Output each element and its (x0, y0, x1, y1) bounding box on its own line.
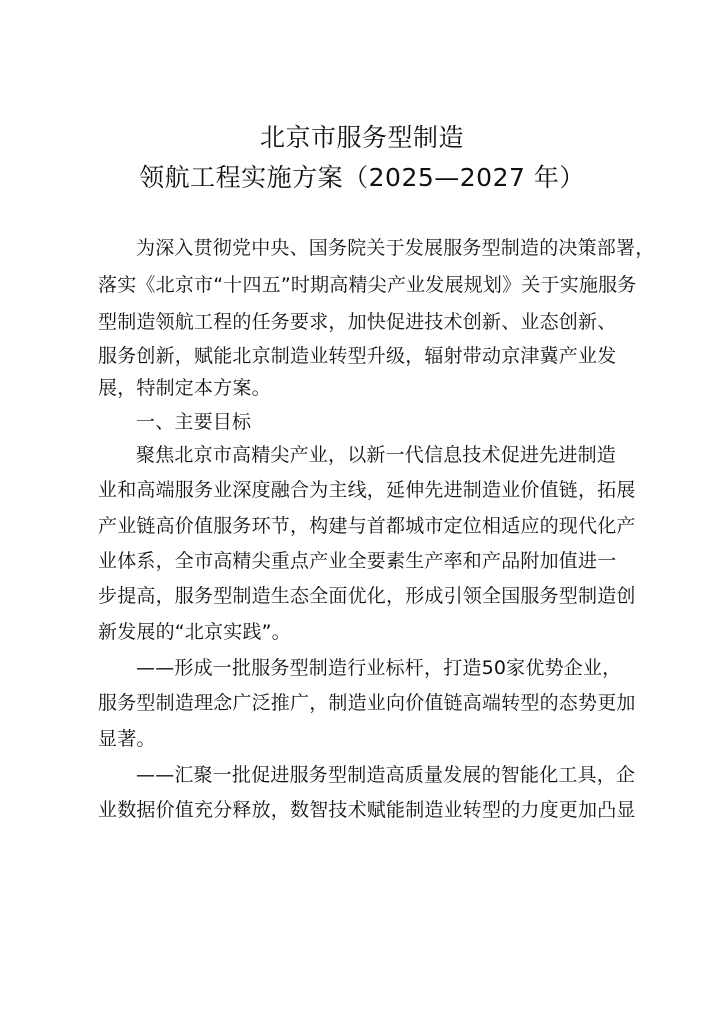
paragraph-line: 服务创新，赋能北京制造业转型升级，辐射带动京津冀产业发 (98, 345, 617, 367)
paragraph-line: 步提高，服务型制造生态全面优化，形成引领全国服务型制造创 (98, 585, 636, 607)
document-title-line-2: 领航工程实施方案（2025—2027 年） (139, 163, 585, 192)
document-title-line-1: 北京市服务型制造 (259, 123, 464, 152)
paragraph-line: 服务型制造理念广泛推广，制造业向价值链高端转型的态势更加 (98, 692, 636, 714)
paragraph-line: 业数据价值充分释放，数智技术赋能制造业转型的力度更加凸显 (98, 799, 636, 821)
paragraph-line: 为深入贯彻党中央、国务院关于发展服务型制造的决策部署， (136, 237, 655, 259)
paragraph-line: 产业链高价值服务环节，构建与首都城市定位相适应的现代化产 (98, 515, 636, 537)
paragraph-line: ——汇聚一批促进服务型制造高质量发展的智能化工具，企 (136, 764, 636, 786)
paragraph-line: 业体系，全市高精尖重点产业全要素生产率和产品附加值进一 (98, 550, 617, 572)
paragraph-line: 新发展的“北京实践”。 (98, 621, 291, 643)
paragraph-line: 显著。 (98, 728, 156, 750)
paragraph-line: 业和高端服务业深度融合为主线，延伸先进制造业价值链，拓展 (98, 479, 636, 501)
section-heading: 一、主要目标 (136, 411, 252, 433)
paragraph-line: 聚焦北京市高精尖产业，以新一代信息技术促进先进制造 (136, 444, 617, 466)
paragraph-line: 落实《北京市“十四五”时期高精尖产业发展规划》关于实施服务 (98, 274, 637, 296)
paragraph-line: 展，特制定本方案。 (98, 377, 271, 399)
paragraph-line: ——形成一批服务型制造行业标杆，打造50家优势企业， (136, 657, 622, 679)
paragraph-line: 型制造领航工程的任务要求，加快促进技术创新、业态创新、 (98, 311, 617, 333)
